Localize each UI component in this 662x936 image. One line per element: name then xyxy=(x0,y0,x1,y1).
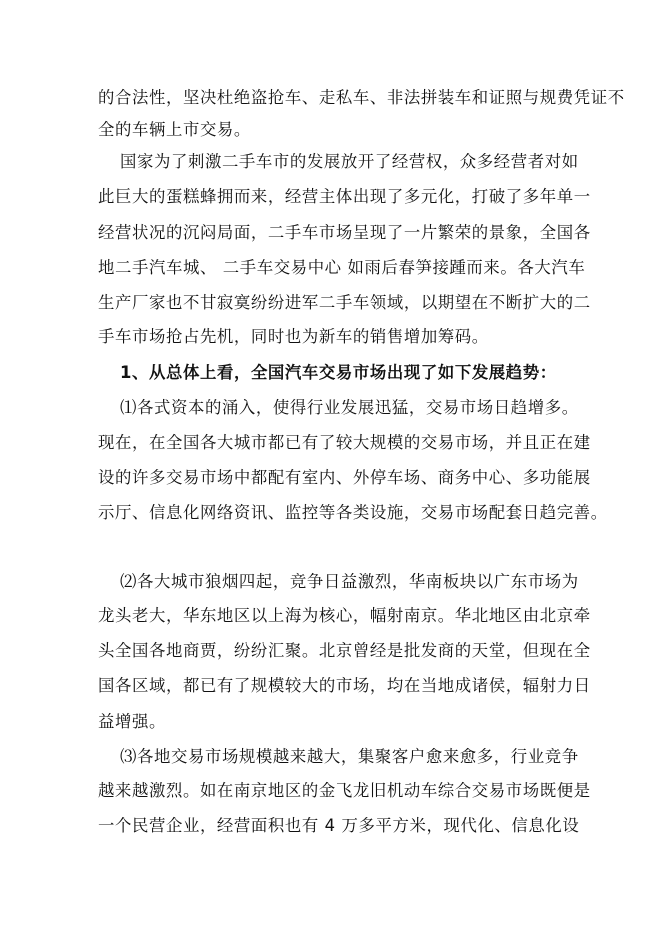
text-line: 经营状况的沉闷局面，二手车市场呈现了一片繁荣的景象，全国各 xyxy=(98,223,591,242)
text-line: 全的车辆上市交易。 xyxy=(98,120,251,139)
text-line: 国各区域，都已有了规模较大的市场，均在当地成诸侯，辐射力日 xyxy=(98,676,591,695)
paragraph-first-line: 国家为了刺激二手车市的发展放开了经营权，众多经营者对如 xyxy=(120,152,579,171)
paragraph-first-line: ⑵各大城市狼烟四起，竞争日益激烈，华南板块以广东市场为 xyxy=(120,572,579,591)
paragraph-first-line: ⑴各式资本的涌入，使得行业发展迅猛，交易市场日趋增多。 xyxy=(120,398,579,417)
text-line: 现在，在全国各大城市都已有了较大规模的交易市场，并且正在建 xyxy=(98,433,591,452)
section-heading: 1、从总体上看，全国汽车交易市场出现了如下发展趋势： xyxy=(120,363,557,382)
text-line: 的合法性，坚决杜绝盗抢车、走私车、非法拼装车和证照与规费凭证不 xyxy=(98,88,625,107)
text-line: 地二手汽车城、 二手车交易中心 如雨后春笋接踵而来。各大汽车 xyxy=(98,258,586,277)
text-line: 示厅、信息化网络资讯、监控等各类设施，交易市场配套日趋完善。 xyxy=(98,503,608,522)
text-line: 越来越激烈。如在南京地区的金飞龙旧机动车综合交易市场既便是 xyxy=(98,781,591,800)
text-line: 生产厂家也不甘寂寞纷纷进军二手车领域，以期望在不断扩大的二 xyxy=(98,293,591,312)
paragraph-first-line: ⑶各地交易市场规模越来越大，集聚客户愈来愈多，行业竞争 xyxy=(120,747,579,766)
text-line: 此巨大的蛋糕蜂拥而来，经营主体出现了多元化，打破了多年单一 xyxy=(98,187,591,206)
text-line: 手车市场抢占先机，同时也为新车的销售增加筹码。 xyxy=(98,327,489,346)
text-line: 龙头老大，华东地区以上海为核心，幅射南京。华北地区由北京牵 xyxy=(98,606,591,625)
text-line: 头全国各地商贾，纷纷汇聚。北京曾经是批发商的天堂，但现在全 xyxy=(98,641,591,660)
text-line: 益增强。 xyxy=(98,712,166,731)
text-line: 设的许多交易市场中都配有室内、外停车场、商务中心、多功能展 xyxy=(98,468,591,487)
text-line: 一个民营企业，经营面积也有 4 万多平方米，现代化、信息化设 xyxy=(98,816,580,835)
